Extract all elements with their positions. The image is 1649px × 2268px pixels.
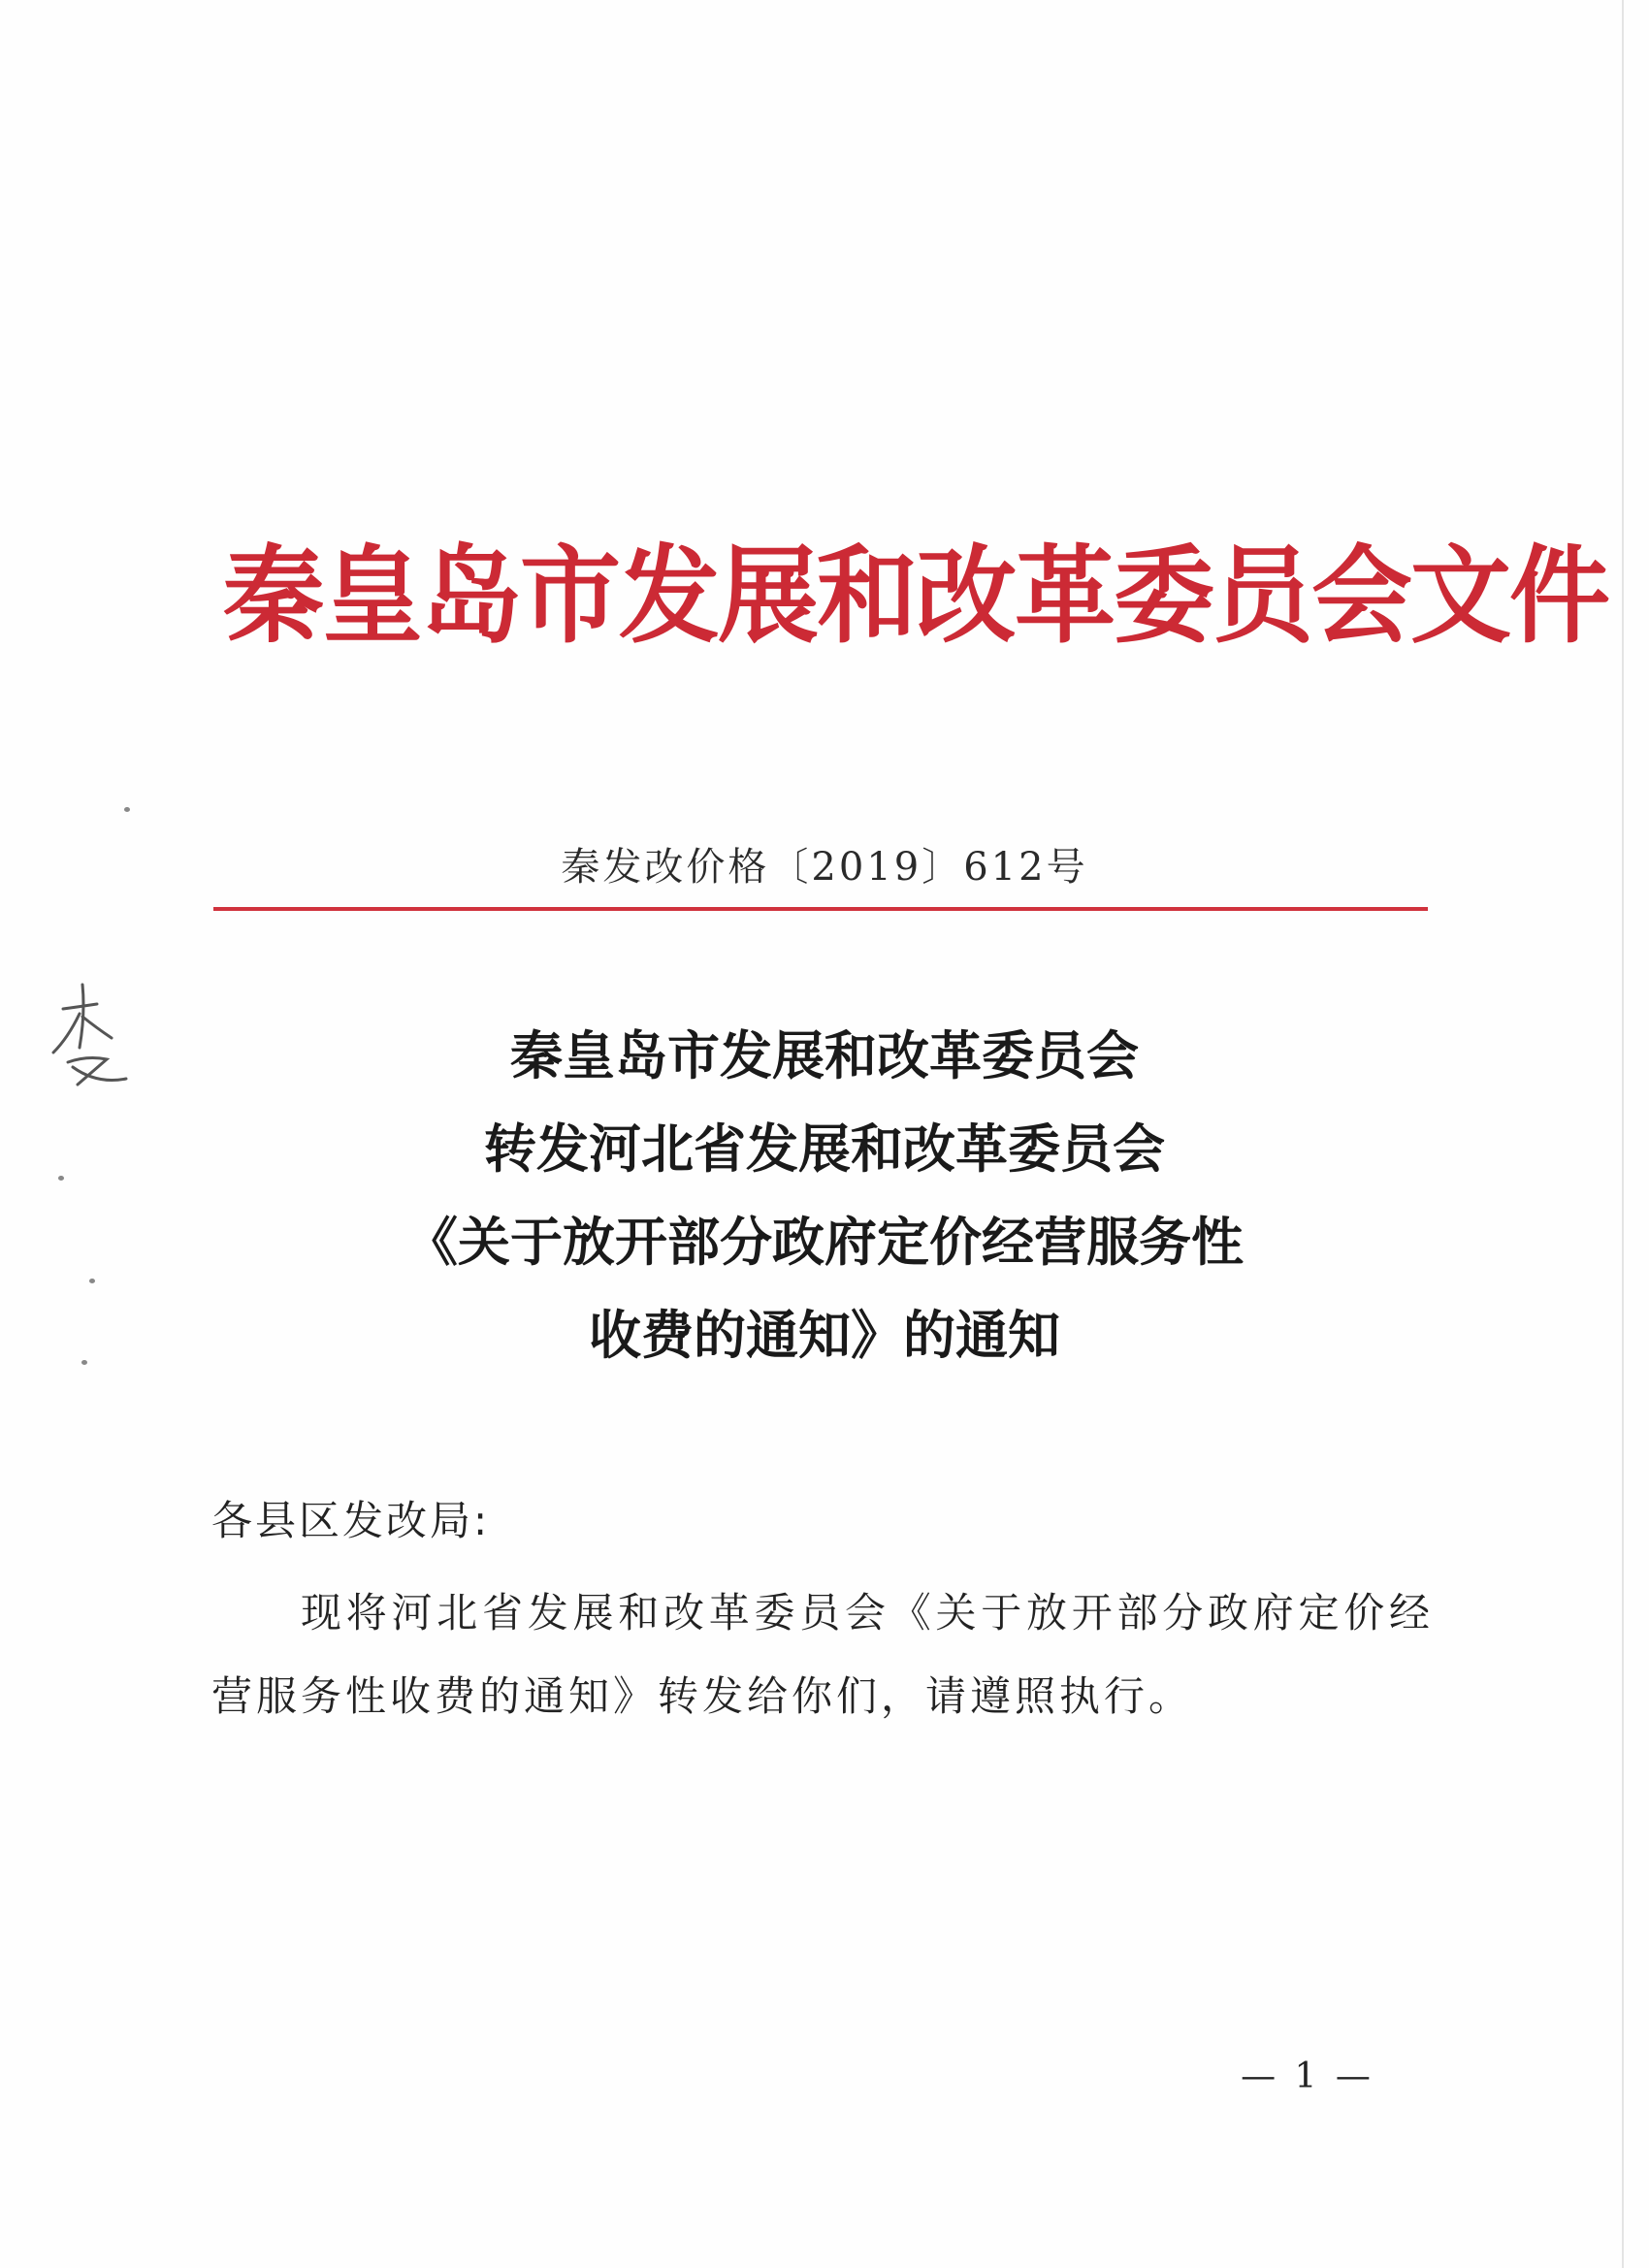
document-number: 秦发改价格〔2019〕612号 bbox=[561, 845, 1088, 890]
title-line: 收费的通知》的通知 bbox=[589, 1304, 1060, 1366]
handwritten-mark bbox=[39, 970, 146, 1106]
body-paragraph: 现将河北省发展和改革委员会《关于放开部分政府定价经营服务性收费的通知》转发给你们，请遵照执行。 bbox=[211, 1589, 1434, 1720]
scan-speck bbox=[89, 1279, 95, 1283]
title-line: 转发河北省发展和改革委员会 bbox=[484, 1118, 1165, 1180]
scan-edge-line bbox=[1622, 0, 1624, 2268]
title-line: 秦皇岛市发展和改革委员会 bbox=[510, 1024, 1139, 1086]
scan-speck bbox=[124, 807, 130, 812]
scan-speck bbox=[58, 1176, 64, 1181]
document-title bbox=[223, 1009, 1426, 1381]
issuer-header: 秦皇岛市发展和改革委员会文件 bbox=[223, 533, 1609, 659]
red-divider-line bbox=[213, 907, 1428, 911]
salutation: 各县区发改局: bbox=[211, 1497, 491, 1544]
scan-speck bbox=[81, 1360, 87, 1365]
title-line: 《关于放开部分政府定价经营服务性 bbox=[405, 1211, 1244, 1273]
page-number: — 1 — bbox=[1241, 2057, 1374, 2096]
